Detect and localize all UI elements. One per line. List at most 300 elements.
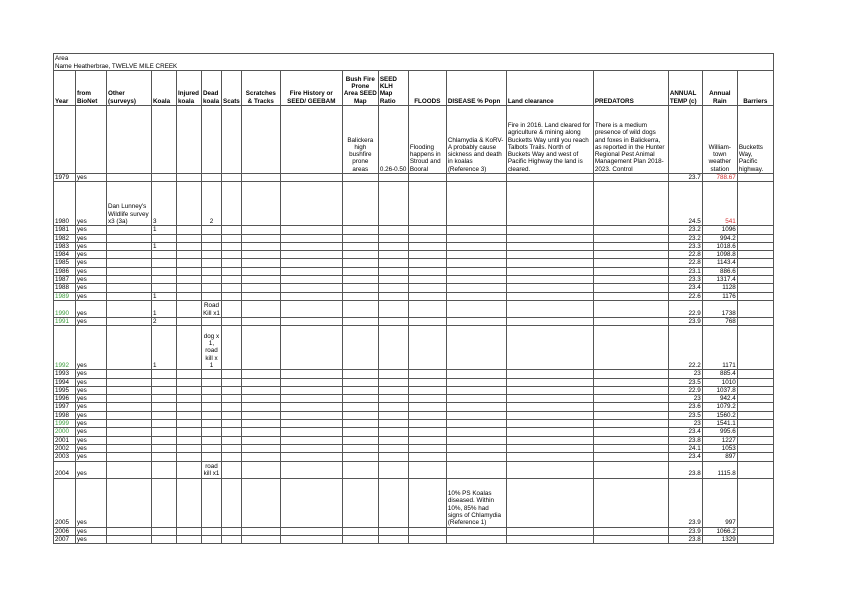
dead-koala-cell: [202, 403, 222, 411]
bushfire-cell: [342, 420, 378, 428]
disease-cell: [446, 251, 506, 259]
scats-cell: [222, 326, 242, 370]
koala-count-cell: [152, 461, 177, 478]
header-floods: FLOODS: [408, 71, 446, 106]
rain-cell: 1143.4: [702, 259, 737, 267]
injured-koala-cell: [177, 535, 202, 543]
rain-cell: 1738: [702, 300, 737, 317]
scratches-cell: [241, 478, 280, 527]
injured-koala-cell: [177, 453, 202, 461]
year-cell: 2006: [54, 527, 76, 535]
disease-cell: [446, 370, 506, 378]
fire-history-cell: [280, 259, 342, 267]
header-temp: ANNUAL TEMP (c): [668, 71, 702, 106]
disease-cell: [446, 527, 506, 535]
scratches-cell: [241, 453, 280, 461]
fire-history-cell: [280, 326, 342, 370]
table-row: [54, 370, 774, 378]
predators-cell: [593, 259, 668, 267]
injured-koala-cell: [177, 234, 202, 242]
predators-cell: [593, 386, 668, 394]
table-row: [54, 378, 774, 386]
koala-count-cell: [152, 411, 177, 419]
predators-cell: [593, 276, 668, 284]
other-survey-cell: [107, 317, 152, 325]
bionet-cell: yes: [76, 300, 107, 317]
scratches-cell: [241, 420, 280, 428]
floods-cell: [408, 411, 446, 419]
note-floods: Flooding happens in Stroud and Booral: [408, 106, 446, 174]
predators-cell: [593, 453, 668, 461]
scats-cell: [222, 276, 242, 284]
floods-cell: [408, 403, 446, 411]
barriers-cell: [737, 300, 773, 317]
scats-cell: [222, 370, 242, 378]
note-rain: William-town weather station: [702, 106, 737, 174]
dead-koala-cell: [202, 284, 222, 292]
barriers-cell: [737, 284, 773, 292]
land-cell: [506, 226, 593, 234]
scratches-cell: [241, 370, 280, 378]
klh-cell: [378, 226, 408, 234]
predators-cell: [593, 420, 668, 428]
injured-koala-cell: [177, 174, 202, 182]
bionet-cell: yes: [76, 317, 107, 325]
koala-count-cell: [152, 284, 177, 292]
fire-history-cell: [280, 370, 342, 378]
klh-cell: [378, 411, 408, 419]
injured-koala-cell: [177, 378, 202, 386]
other-survey-cell: [107, 242, 152, 250]
bushfire-cell: [342, 300, 378, 317]
temp-cell: 22.2: [668, 326, 702, 370]
fire-history-cell: [280, 436, 342, 444]
koala-count-cell: [152, 444, 177, 452]
land-cell: [506, 428, 593, 436]
other-survey-cell: [107, 259, 152, 267]
table-row: [54, 444, 774, 452]
disease-cell: [446, 386, 506, 394]
area-name: Heatherbrae, TWELVE MILE CREEK: [73, 62, 178, 70]
injured-koala-cell: [177, 326, 202, 370]
injured-koala-cell: [177, 403, 202, 411]
barriers-cell: [737, 174, 773, 182]
rain-cell: 1176: [702, 292, 737, 300]
other-survey-cell: [107, 436, 152, 444]
scratches-cell: [241, 226, 280, 234]
fire-history-cell: [280, 242, 342, 250]
note-bushfire: Balickera high bushfire prone areas: [342, 106, 378, 174]
floods-cell: [408, 300, 446, 317]
bionet-cell: yes: [76, 444, 107, 452]
koala-count-cell: 1: [152, 326, 177, 370]
rain-cell: 1115.8: [702, 461, 737, 478]
barriers-cell: [737, 386, 773, 394]
bushfire-cell: [342, 461, 378, 478]
floods-cell: [408, 259, 446, 267]
temp-cell: 23.2: [668, 226, 702, 234]
bushfire-cell: [342, 251, 378, 259]
bionet-cell: yes: [76, 378, 107, 386]
koala-count-cell: [152, 436, 177, 444]
predators-cell: [593, 267, 668, 275]
land-cell: [506, 300, 593, 317]
barriers-cell: [737, 370, 773, 378]
header-dead: Dead koala: [202, 71, 222, 106]
dead-koala-cell: [202, 420, 222, 428]
koala-count-cell: [152, 535, 177, 543]
temp-cell: 23.9: [668, 317, 702, 325]
disease-cell: [446, 378, 506, 386]
koala-count-cell: [152, 527, 177, 535]
barriers-cell: [737, 395, 773, 403]
barriers-cell: [737, 182, 773, 226]
other-survey-cell: [107, 378, 152, 386]
year-cell: 2001: [54, 436, 76, 444]
land-cell: [506, 242, 593, 250]
temp-cell: 23: [668, 395, 702, 403]
klh-cell: [378, 378, 408, 386]
bushfire-cell: [342, 436, 378, 444]
floods-cell: [408, 292, 446, 300]
dead-koala-cell: [202, 267, 222, 275]
year-cell: 1982: [54, 234, 76, 242]
scratches-cell: [241, 242, 280, 250]
dead-koala-cell: [202, 395, 222, 403]
header-year: Year: [54, 71, 76, 106]
bushfire-cell: [342, 444, 378, 452]
floods-cell: [408, 461, 446, 478]
table-row: [54, 284, 774, 292]
bushfire-cell: [342, 386, 378, 394]
predators-cell: [593, 284, 668, 292]
land-cell: [506, 478, 593, 527]
scratches-cell: [241, 428, 280, 436]
rain-cell: 997: [702, 478, 737, 527]
scats-cell: [222, 453, 242, 461]
injured-koala-cell: [177, 292, 202, 300]
temp-cell: 24.1: [668, 444, 702, 452]
bushfire-cell: [342, 182, 378, 226]
fire-history-cell: [280, 527, 342, 535]
disease-cell: [446, 453, 506, 461]
disease-cell: [446, 182, 506, 226]
floods-cell: [408, 420, 446, 428]
temp-cell: 23.8: [668, 436, 702, 444]
bionet-cell: yes: [76, 478, 107, 527]
rain-cell: 1317.4: [702, 276, 737, 284]
scats-cell: [222, 403, 242, 411]
klh-cell: [378, 420, 408, 428]
note-barriers: Bucketts Way, Pacific highway.: [737, 106, 773, 174]
barriers-cell: [737, 436, 773, 444]
table-row: [54, 436, 774, 444]
floods-cell: [408, 326, 446, 370]
year-cell: 1996: [54, 395, 76, 403]
bushfire-cell: [342, 242, 378, 250]
fire-history-cell: [280, 300, 342, 317]
floods-cell: [408, 453, 446, 461]
other-survey-cell: [107, 234, 152, 242]
floods-cell: [408, 386, 446, 394]
bushfire-cell: [342, 326, 378, 370]
koala-count-cell: [152, 267, 177, 275]
rain-cell: 1010: [702, 378, 737, 386]
other-survey-cell: [107, 453, 152, 461]
other-survey-cell: [107, 267, 152, 275]
disease-cell: [446, 411, 506, 419]
barriers-cell: [737, 234, 773, 242]
temp-cell: 23.3: [668, 242, 702, 250]
note-disease: Chlamydia & KoRV-A probably cause sickness and death in koalas (Reference 3): [446, 106, 506, 174]
other-survey-cell: [107, 461, 152, 478]
scats-cell: [222, 436, 242, 444]
bushfire-cell: [342, 478, 378, 527]
disease-cell: [446, 226, 506, 234]
other-survey-cell: [107, 535, 152, 543]
predators-cell: [593, 478, 668, 527]
header-bushfire: Bush Fire Prone Area SEED Map: [342, 71, 378, 106]
table-row: [54, 234, 774, 242]
bionet-cell: yes: [76, 326, 107, 370]
predators-cell: [593, 461, 668, 478]
rain-cell: 1053: [702, 444, 737, 452]
koala-count-cell: [152, 174, 177, 182]
floods-cell: [408, 444, 446, 452]
table-row: [54, 386, 774, 394]
other-survey-cell: [107, 478, 152, 527]
note-land: Fire in 2016. Land cleared for agriculture & mining along Bucketts Way until you reach Talbots Trails. North of Buckets Way and west of Pacific Highway the land is cleared.: [506, 106, 593, 174]
header-bionet: from BioNet: [76, 71, 107, 106]
dead-koala-cell: [202, 527, 222, 535]
bushfire-cell: [342, 378, 378, 386]
table-row: [54, 174, 774, 182]
scratches-cell: [241, 444, 280, 452]
injured-koala-cell: [177, 182, 202, 226]
scratches-cell: [241, 174, 280, 182]
barriers-cell: [737, 478, 773, 527]
header-klh: SEED KLH Map Ratio: [378, 71, 408, 106]
klh-cell: [378, 395, 408, 403]
land-cell: [506, 444, 593, 452]
scratches-cell: [241, 251, 280, 259]
other-survey-cell: [107, 386, 152, 394]
disease-cell: [446, 535, 506, 543]
barriers-cell: [737, 535, 773, 543]
header-row: [54, 71, 774, 106]
disease-cell: [446, 234, 506, 242]
scats-cell: [222, 428, 242, 436]
temp-cell: 23.1: [668, 267, 702, 275]
bionet-cell: yes: [76, 370, 107, 378]
land-cell: [506, 370, 593, 378]
klh-cell: [378, 370, 408, 378]
header-injured: Injured koala: [177, 71, 202, 106]
floods-cell: [408, 428, 446, 436]
dead-koala-cell: [202, 317, 222, 325]
year-cell: 1979: [54, 174, 76, 182]
injured-koala-cell: [177, 284, 202, 292]
table-row: [54, 453, 774, 461]
dead-koala-cell: [202, 226, 222, 234]
koala-count-cell: [152, 453, 177, 461]
barriers-cell: [737, 378, 773, 386]
rain-cell: 1037.8: [702, 386, 737, 394]
scats-cell: [222, 292, 242, 300]
dead-koala-cell: [202, 370, 222, 378]
bionet-cell: yes: [76, 267, 107, 275]
scratches-cell: [241, 317, 280, 325]
barriers-cell: [737, 403, 773, 411]
rain-cell: 768: [702, 317, 737, 325]
predators-cell: [593, 300, 668, 317]
scratches-cell: [241, 386, 280, 394]
table-row: [54, 317, 774, 325]
year-cell: 1983: [54, 242, 76, 250]
rain-cell: 1227: [702, 436, 737, 444]
bionet-cell: yes: [76, 226, 107, 234]
predators-cell: [593, 436, 668, 444]
year-cell: 1987: [54, 276, 76, 284]
area-name-row: [54, 54, 774, 71]
injured-koala-cell: [177, 370, 202, 378]
koala-count-cell: [152, 428, 177, 436]
fire-history-cell: [280, 267, 342, 275]
area-label-line1: Area: [55, 55, 69, 63]
bionet-cell: yes: [76, 284, 107, 292]
year-cell: 1993: [54, 370, 76, 378]
header-land: Land clearance: [506, 71, 593, 106]
predators-cell: [593, 292, 668, 300]
scats-cell: [222, 411, 242, 419]
bionet-cell: yes: [76, 420, 107, 428]
bushfire-cell: [342, 535, 378, 543]
year-cell: 2000: [54, 428, 76, 436]
barriers-cell: [737, 251, 773, 259]
scats-cell: [222, 478, 242, 527]
barriers-cell: [737, 461, 773, 478]
bionet-cell: yes: [76, 251, 107, 259]
temp-cell: 23.9: [668, 478, 702, 527]
koala-count-cell: 1: [152, 242, 177, 250]
koala-count-cell: [152, 403, 177, 411]
temp-cell: 23.8: [668, 461, 702, 478]
koala-count-cell: [152, 395, 177, 403]
other-survey-cell: [107, 300, 152, 317]
other-survey-cell: [107, 174, 152, 182]
year-cell: 1992: [54, 326, 76, 370]
fire-history-cell: [280, 535, 342, 543]
other-survey-cell: [107, 403, 152, 411]
dead-koala-cell: [202, 174, 222, 182]
floods-cell: [408, 276, 446, 284]
rain-cell: 994.2: [702, 234, 737, 242]
predators-cell: [593, 403, 668, 411]
bionet-cell: yes: [76, 428, 107, 436]
bionet-cell: yes: [76, 453, 107, 461]
other-survey-cell: [107, 226, 152, 234]
bushfire-cell: [342, 284, 378, 292]
klh-cell: [378, 251, 408, 259]
klh-cell: [378, 436, 408, 444]
bionet-cell: yes: [76, 292, 107, 300]
floods-cell: [408, 436, 446, 444]
koala-count-cell: [152, 420, 177, 428]
disease-cell: [446, 259, 506, 267]
scratches-cell: [241, 300, 280, 317]
year-cell: 2007: [54, 535, 76, 543]
table-row: [54, 420, 774, 428]
year-cell: 2004: [54, 461, 76, 478]
klh-cell: [378, 174, 408, 182]
table-row: [54, 478, 774, 527]
other-survey-cell: Dan Lunney's Wildlife survey x3 (3a): [107, 182, 152, 226]
temp-cell: 23.3: [668, 276, 702, 284]
temp-cell: 22.9: [668, 386, 702, 394]
dead-koala-cell: 2: [202, 182, 222, 226]
koala-count-cell: [152, 276, 177, 284]
injured-koala-cell: [177, 276, 202, 284]
injured-koala-cell: [177, 242, 202, 250]
land-cell: [506, 436, 593, 444]
dead-koala-cell: dog x 1, road kill x 1: [202, 326, 222, 370]
dead-koala-cell: [202, 378, 222, 386]
rain-cell: 1171: [702, 326, 737, 370]
scratches-cell: [241, 436, 280, 444]
disease-cell: [446, 436, 506, 444]
temp-cell: 23.7: [668, 174, 702, 182]
temp-cell: 23.4: [668, 428, 702, 436]
dead-koala-cell: [202, 428, 222, 436]
fire-history-cell: [280, 251, 342, 259]
table-row: [54, 226, 774, 234]
scratches-cell: [241, 292, 280, 300]
table-row: [54, 461, 774, 478]
dead-koala-cell: [202, 276, 222, 284]
disease-cell: [446, 284, 506, 292]
rain-cell: 1560.2: [702, 411, 737, 419]
koala-count-cell: 1: [152, 226, 177, 234]
land-cell: [506, 411, 593, 419]
scats-cell: [222, 444, 242, 452]
temp-cell: 23: [668, 370, 702, 378]
scats-cell: [222, 234, 242, 242]
floods-cell: [408, 370, 446, 378]
year-cell: 1998: [54, 411, 76, 419]
koala-count-cell: [152, 378, 177, 386]
predators-cell: [593, 242, 668, 250]
bionet-cell: yes: [76, 395, 107, 403]
bushfire-cell: [342, 267, 378, 275]
predators-cell: [593, 535, 668, 543]
disease-cell: [446, 403, 506, 411]
disease-cell: [446, 267, 506, 275]
koala-count-cell: 1: [152, 300, 177, 317]
floods-cell: [408, 317, 446, 325]
temp-cell: 23.2: [668, 234, 702, 242]
floods-cell: [408, 284, 446, 292]
land-cell: [506, 259, 593, 267]
predators-cell: [593, 251, 668, 259]
scratches-cell: [241, 411, 280, 419]
barriers-cell: [737, 267, 773, 275]
scratches-cell: [241, 461, 280, 478]
klh-cell: [378, 242, 408, 250]
predators-cell: [593, 378, 668, 386]
area-name-cell: [54, 54, 774, 71]
table-row: [54, 276, 774, 284]
barriers-cell: [737, 527, 773, 535]
